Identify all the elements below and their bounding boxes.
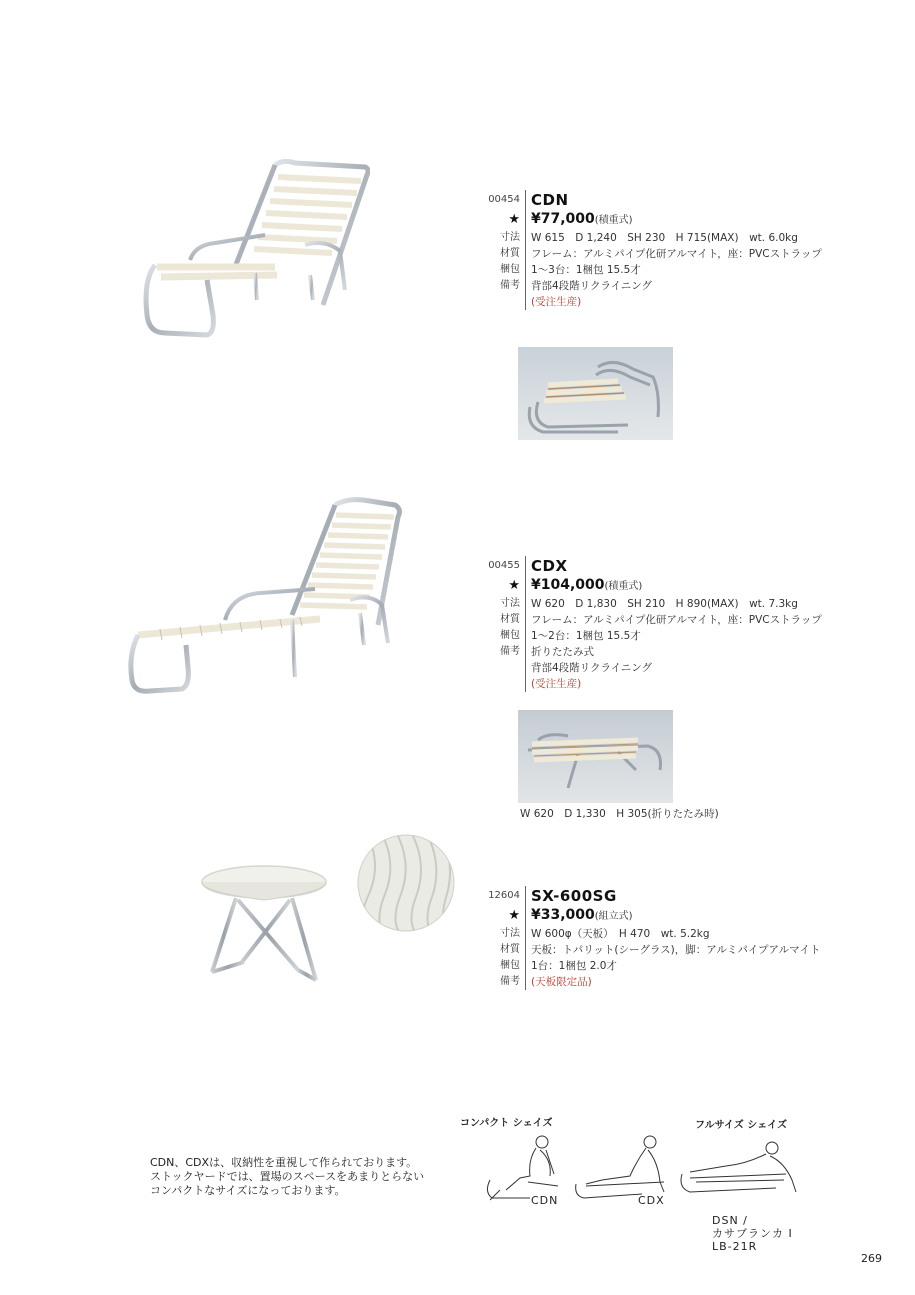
spec-value: 天板：トパリット(シーグラス)，脚：アルミパイプアルマイト bbox=[525, 942, 820, 958]
cdx-chaise-photo bbox=[120, 495, 405, 700]
spec-note: 背部4段階リクライニング bbox=[525, 660, 652, 676]
sx-600sg-table-photo bbox=[198, 862, 333, 987]
fullsize-shapes-title: フルサイズ シェイズ bbox=[695, 1120, 787, 1131]
product-cdn bbox=[470, 190, 890, 310]
spec-value: 背部4段階リクライニング bbox=[525, 278, 652, 294]
spec-label: 備考 bbox=[500, 976, 520, 987]
fullsize-figure-label bbox=[712, 1214, 793, 1253]
product-price: ¥33,000(組立式) bbox=[525, 906, 633, 926]
page-number: 269 bbox=[861, 1252, 882, 1265]
spec-value: W 620 D 1,830 SH 210 H 890(MAX) wt. 7.3kg bbox=[525, 596, 798, 612]
description-line: ストックヤードでは、置場のスペースをあまりとらない bbox=[150, 1170, 425, 1183]
product-code: 00455 bbox=[488, 560, 520, 571]
description-line: CDN、CDXは、収納性を重視して作られております。 bbox=[150, 1156, 418, 1169]
spec-value: W 615 D 1,240 SH 230 H 715(MAX) wt. 6.0kg bbox=[525, 230, 798, 246]
spec-value: フレーム：アルミパイプ化研アルマイト，座：PVCストラップ bbox=[525, 246, 822, 262]
cdx-person-illustration bbox=[572, 1132, 672, 1202]
product-price: ¥77,000(積重式) bbox=[525, 210, 633, 230]
spec-label: 梱包 bbox=[500, 960, 520, 971]
cdn-chaise-photo bbox=[135, 155, 370, 350]
product-code: 00454 bbox=[488, 194, 520, 205]
compact-shapes-title: コンパクト シェイズ bbox=[460, 1118, 553, 1129]
cdn-stacked-photo bbox=[518, 347, 673, 440]
cdn-person-illustration bbox=[480, 1130, 570, 1202]
fullsize-model-name: カサブランカ Ⅰ bbox=[712, 1227, 793, 1240]
description-line: コンパクトなサイズになっております。 bbox=[150, 1184, 346, 1197]
spec-value: フレーム：アルミパイプ化研アルマイト，座：PVCストラップ bbox=[525, 612, 822, 628]
folded-size-caption: W 620 D 1,330 H 305(折りたたみ時) bbox=[520, 808, 719, 820]
spec-value: 1台：1梱包 2.0才 bbox=[525, 958, 617, 974]
spec-value: W 600φ（天板） H 470 wt. 5.2kg bbox=[525, 926, 710, 942]
spec-label: 材質 bbox=[500, 614, 520, 625]
cdx-figure-label: CDX bbox=[638, 1194, 665, 1207]
fullsize-model-name: LB-21R bbox=[712, 1240, 758, 1253]
product-name: SX-600SG bbox=[525, 886, 617, 906]
tabletop-texture-swatch bbox=[357, 834, 455, 932]
spec-label: 寸法 bbox=[500, 232, 520, 243]
spec-value: 折りたたみ式 bbox=[525, 644, 594, 660]
star-icon: ★ bbox=[508, 578, 520, 593]
spec-value: 1～3台：1梱包 15.5才 bbox=[525, 262, 641, 278]
spec-label: 寸法 bbox=[500, 928, 520, 939]
spec-label: 寸法 bbox=[500, 598, 520, 609]
limited-item-note: (天板限定品) bbox=[525, 974, 592, 990]
cdn-figure-label: CDN bbox=[531, 1194, 559, 1207]
product-code: 12604 bbox=[488, 890, 520, 901]
product-name: CDN bbox=[525, 190, 569, 210]
spec-label: 材質 bbox=[500, 248, 520, 259]
product-name: CDX bbox=[525, 556, 568, 576]
star-icon: ★ bbox=[508, 908, 520, 923]
spec-value: 1～2台：1梱包 15.5才 bbox=[525, 628, 641, 644]
cdx-folded-photo bbox=[518, 710, 673, 803]
product-price: ¥104,000(積重式) bbox=[525, 576, 642, 596]
spec-label: 梱包 bbox=[500, 630, 520, 641]
spec-label: 備考 bbox=[500, 646, 520, 657]
spec-label: 梱包 bbox=[500, 264, 520, 275]
storage-description bbox=[150, 1156, 424, 1198]
star-icon: ★ bbox=[508, 212, 520, 227]
made-to-order-note: (受注生産) bbox=[525, 676, 581, 692]
spec-label: 材質 bbox=[500, 944, 520, 955]
made-to-order-note: (受注生産) bbox=[525, 294, 581, 310]
product-sx-600sg bbox=[470, 886, 890, 990]
fullsize-person-illustration bbox=[676, 1134, 801, 1202]
product-cdx bbox=[470, 556, 890, 692]
fullsize-model-name: DSN / bbox=[712, 1214, 748, 1227]
spec-label: 備考 bbox=[500, 280, 520, 291]
